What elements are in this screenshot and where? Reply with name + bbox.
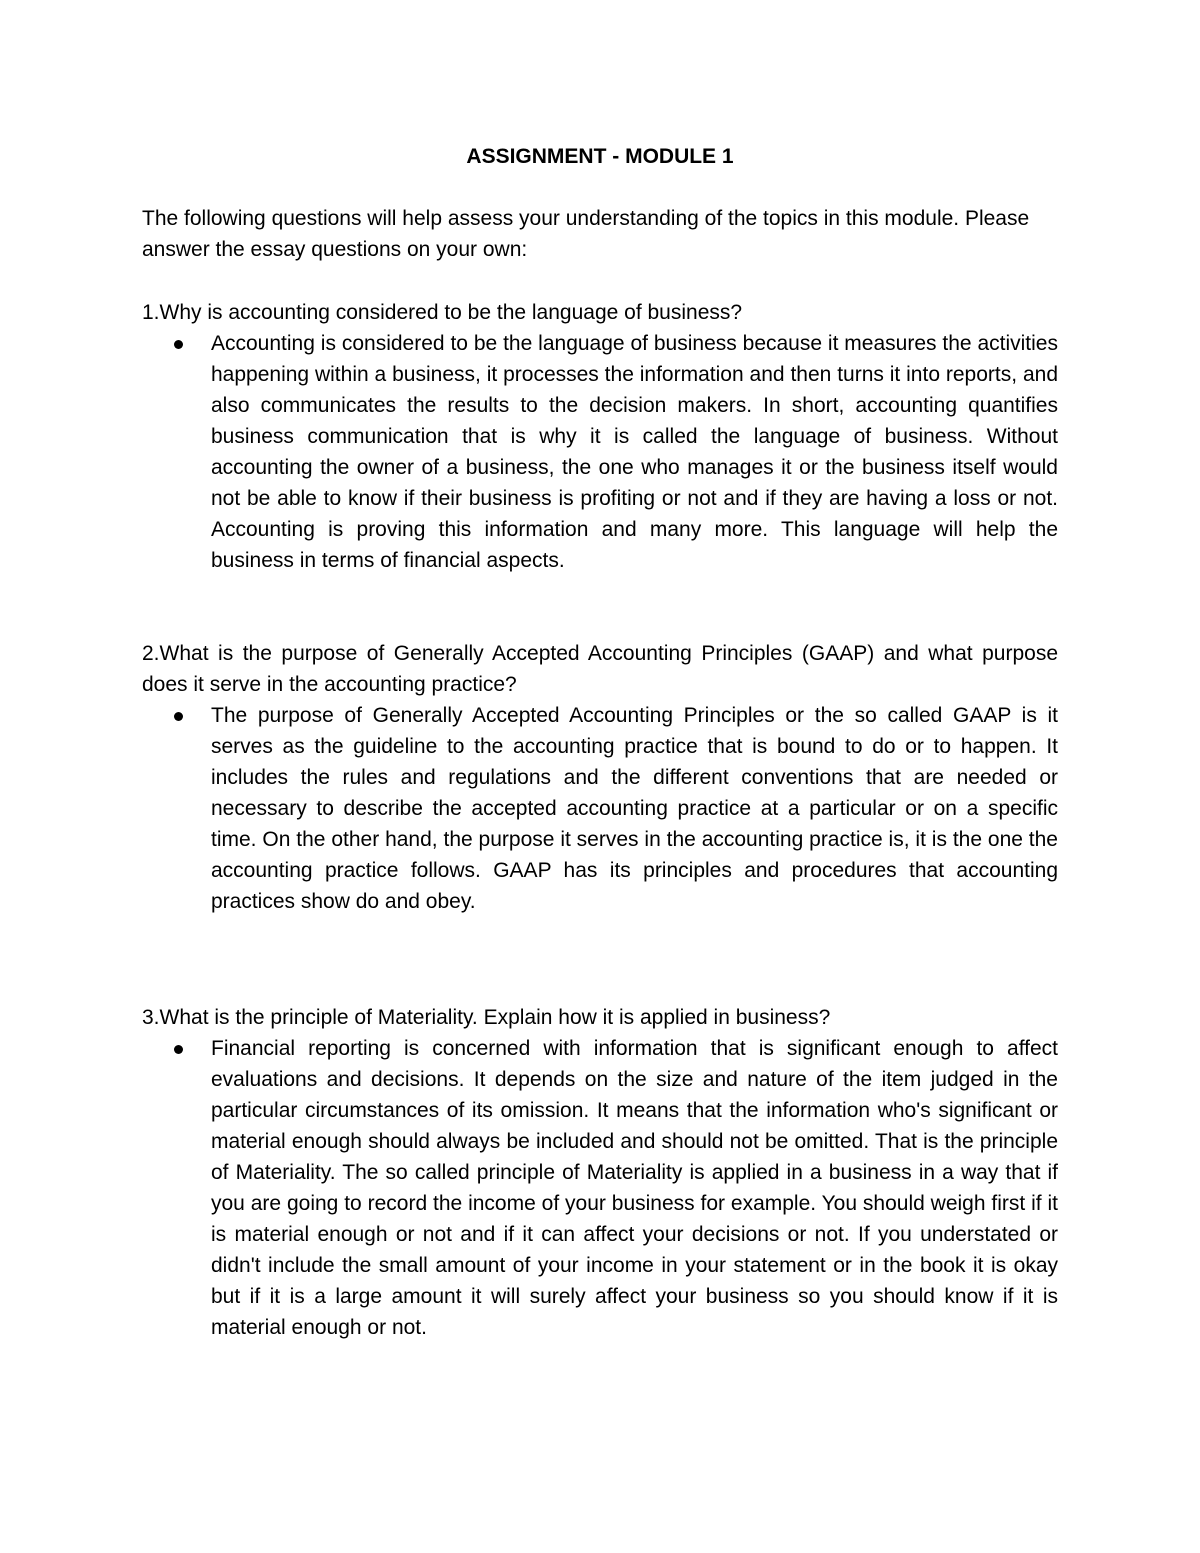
question-block-1: [142, 297, 1058, 576]
answer-2-text: The purpose of Generally Accepted Accounting Principles or the so called GAAP is it serves as the guideline to the accounting practice that is bound to do or to happen. It includes the rules and regulations and the different conventions that are needed or necessary to describe the accepted accounting practice at a particular or on a specific time. On the other hand, the purpose it serves in the accounting practice is, it is the one the accounting practice follows. GAAP has its principles and procedures that accounting practices show do and obey.: [211, 704, 1058, 913]
answer-2: [142, 700, 1058, 917]
bullet-icon: [174, 340, 183, 349]
question-block-2: [142, 638, 1058, 917]
answer-1-text: Accounting is considered to be the language of business because it measures the activities happening within a business, it processes the information and then turns it into reports, and also communicates the results to the decision makers. In short, accounting quantifies business communication that is why it is called the language of business. Without accounting the owner of a business, the one who manages it or the business itself would not be able to know if their business is profiting or not and if they are having a loss or not. Accounting is proving this information and many more. This language will help the business in terms of financial aspects.: [211, 332, 1058, 572]
question-2-text: 2.What is the purpose of Generally Accepted Accounting Principles (GAAP) and what purpose does it serve in the accounting practice?: [142, 642, 1058, 696]
question-3-text: 3.What is the principle of Materiality. Explain how it is applied in business?: [142, 1006, 831, 1029]
question-1-text: 1.Why is accounting considered to be the language of business?: [142, 301, 743, 324]
answer-1: [142, 328, 1058, 576]
question-block-3: [142, 1002, 1058, 1343]
answer-3-text: Financial reporting is concerned with information that is significant enough to affect evaluations and decisions. It depends on the size and nature of the item judged in the particular circumstances of its omission. It means that the information who's significant or material enough should always be included and should not be omitted. That is the principle of Materiality. The so called principle of Materiality is applied in a business in a way that if you are going to record the income of your business for example. You should weigh first if it is material enough or not and if it can affect your decisions or not. If you understated or didn't include the small amount of your income in your statement or in the book it is okay but if it is a large amount it will surely affect your business so you should know if it is material enough or not.: [211, 1037, 1058, 1339]
document-title: ASSIGNMENT - MODULE 1: [466, 145, 734, 168]
bullet-icon: [174, 1045, 183, 1054]
intro-paragraph: The following questions will help assess your understanding of the topics in this module. Please answer the essay questions on your own:: [142, 207, 1030, 261]
bullet-icon: [174, 712, 183, 721]
answer-3: [142, 1033, 1058, 1343]
